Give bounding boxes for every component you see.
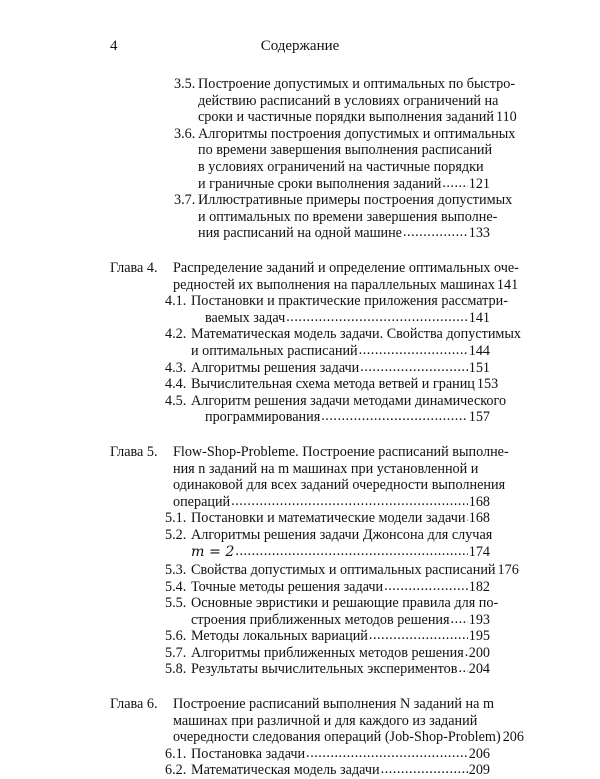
dot-leader bbox=[467, 509, 468, 526]
entry-page: 133 bbox=[468, 225, 490, 242]
entry-title-line: Алгоритмы решения задачи bbox=[191, 359, 360, 376]
toc-chapter-4[interactable] bbox=[0, 260, 600, 293]
entry-page: 157 bbox=[468, 409, 490, 426]
dot-leader bbox=[381, 761, 468, 778]
entry-title-line: и граничные сроки выполнения заданий bbox=[198, 175, 442, 192]
entry-title-line: сроки и частичные порядки выполнения заданий bbox=[198, 109, 494, 126]
entry-page: 168 bbox=[468, 510, 490, 527]
entry-title-line: Методы локальных вариаций bbox=[191, 628, 368, 645]
toc-entry-5-5[interactable] bbox=[0, 595, 600, 628]
toc-entry-4-3[interactable] bbox=[0, 360, 600, 377]
entry-title-line: Алгоритмы приближенных методов решения bbox=[191, 644, 464, 661]
entry-number: 4.1. bbox=[165, 293, 187, 310]
entry-title-line: Построение допустимых и оптимальных по быстро- bbox=[198, 76, 516, 92]
entry-title-line: Математическая модель задачи. Свойства допустимых bbox=[191, 326, 522, 343]
entry-title-line: Точные методы решения задачи bbox=[191, 578, 384, 595]
entry-title-line: Flow-Shop-Probleme. Построение расписаний выполне- bbox=[173, 443, 509, 460]
entry-page: 110 bbox=[496, 109, 517, 126]
running-title: Содержание bbox=[260, 38, 340, 54]
dot-leader bbox=[458, 660, 467, 677]
entry-page: 200 bbox=[468, 644, 490, 661]
entry-page: 141 bbox=[496, 276, 519, 293]
entry-title-line: ваемых задач bbox=[205, 309, 286, 326]
entry-title-line: ния расписаний на одной машине bbox=[198, 225, 402, 242]
entry-title-line: одинаковой для всех заданий очередности выполнения bbox=[173, 477, 506, 494]
dot-leader bbox=[403, 224, 468, 241]
toc-entry-5-4[interactable] bbox=[0, 579, 600, 596]
entry-number: 6.1. bbox=[165, 745, 187, 762]
entry-number: 3.5. bbox=[174, 76, 196, 92]
toc-entry-6-1[interactable] bbox=[0, 746, 600, 763]
toc-entry-5-8[interactable] bbox=[0, 661, 600, 678]
entry-title-line: и оптимальных по времени завершения выполне- bbox=[198, 208, 498, 225]
entry-number: 3.6. bbox=[174, 125, 196, 142]
entry-title-line: по времени завершения выполнения расписаний bbox=[198, 142, 493, 159]
entry-title-line: Распределение заданий и определение оптимальных оче- bbox=[173, 259, 519, 276]
entry-title-line: Свойства допустимых и оптимальных расписаний bbox=[191, 561, 496, 578]
entry-title-line: Алгоритмы решения задачи Джонсона для случая bbox=[191, 526, 493, 543]
dot-leader bbox=[306, 745, 468, 762]
dot-leader bbox=[384, 578, 468, 595]
dot-leader bbox=[286, 309, 467, 326]
entry-page: 204 bbox=[468, 661, 490, 678]
entry-title-line: машинах при различной и для каждого из заданий bbox=[173, 712, 478, 729]
entry-number: 4.4. bbox=[165, 376, 187, 393]
entry-number: 6.2. bbox=[165, 762, 187, 779]
entry-title-line: действию расписаний в условиях ограничений на bbox=[198, 92, 499, 109]
entry-page: 182 bbox=[468, 578, 490, 595]
entry-number: 4.5. bbox=[165, 392, 187, 409]
entry-title-line: строения приближенных методов решения bbox=[191, 611, 450, 628]
entry-title-line: Постановки и практические приложения рассматри- bbox=[191, 293, 508, 310]
entry-title-line: Иллюстративные примеры построения допустимых bbox=[198, 192, 513, 209]
toc-chapter-5[interactable] bbox=[0, 444, 600, 510]
entry-page: 193 bbox=[468, 611, 490, 628]
entry-title-line: Основные эвристики и решающие правила для по- bbox=[191, 595, 499, 612]
entry-page: 206 bbox=[502, 729, 524, 746]
entry-number: 4.2. bbox=[165, 326, 187, 343]
entry-number: 5.2. bbox=[165, 526, 187, 543]
toc-entry-5-3[interactable] bbox=[0, 562, 600, 579]
entry-page: 174 bbox=[468, 543, 490, 560]
entry-title-line: ния n заданий на m машинах при установленной и bbox=[173, 460, 479, 477]
toc-entry-6-2[interactable] bbox=[0, 762, 600, 779]
dot-leader bbox=[321, 408, 467, 425]
entry-number: 5.8. bbox=[165, 661, 187, 678]
toc-entry-5-2[interactable] bbox=[0, 527, 600, 562]
entry-number: 3.7. bbox=[174, 192, 196, 209]
toc-entry-5-7[interactable] bbox=[0, 645, 600, 662]
dot-leader bbox=[369, 627, 468, 644]
entry-page: 195 bbox=[468, 628, 490, 645]
entry-title-line: Построение расписаний выполнения N заданий на m bbox=[173, 696, 494, 713]
entry-title-line: очередности следования операций (Job-Shop-Problem) bbox=[173, 729, 501, 746]
entry-page: 121 bbox=[468, 175, 490, 192]
dot-leader bbox=[359, 342, 468, 359]
toc-entry-5-1[interactable] bbox=[0, 510, 600, 527]
chapter-number: Глава 6. bbox=[110, 696, 158, 713]
toc-entry-4-4[interactable] bbox=[0, 376, 600, 393]
entry-page: 144 bbox=[468, 342, 490, 359]
page-header bbox=[0, 38, 600, 58]
entry-title-line: редностей их выполнения на параллельных машинах bbox=[173, 276, 495, 293]
entry-title-line: программирования bbox=[205, 409, 321, 426]
entry-number: 5.1. bbox=[165, 510, 187, 527]
entry-number: 5.4. bbox=[165, 578, 187, 595]
dot-leader bbox=[465, 644, 468, 661]
entry-number: 4.3. bbox=[165, 359, 187, 376]
entry-title-line: Алгоритм решения задачи методами динамического bbox=[191, 392, 507, 409]
toc-entry-3-7[interactable] bbox=[0, 192, 600, 242]
toc-entry-4-2[interactable] bbox=[0, 326, 600, 359]
entry-title-line: Постановки и математические модели задачи bbox=[191, 510, 466, 527]
dot-leader bbox=[451, 611, 468, 628]
entry-number: 5.5. bbox=[165, 595, 187, 612]
entry-page: 206 bbox=[468, 745, 490, 762]
entry-number: 5.3. bbox=[165, 561, 187, 578]
toc-entry-5-6[interactable] bbox=[0, 628, 600, 645]
dot-leader bbox=[231, 493, 468, 510]
entry-title-line: Вычислительная схема метода ветвей и границ bbox=[191, 376, 475, 393]
entry-number: 5.7. bbox=[165, 644, 187, 661]
chapter-number: Глава 4. bbox=[110, 259, 158, 276]
entry-page: 151 bbox=[468, 359, 490, 376]
formula-m-equals-2: m = 2 bbox=[191, 543, 235, 560]
entry-page: 153 bbox=[476, 376, 499, 393]
entry-title-line: операций bbox=[173, 493, 231, 510]
entry-title-line: в условиях ограничений на частичные порядки bbox=[198, 158, 484, 175]
entry-page: 176 bbox=[497, 561, 519, 578]
entry-title-line: Алгоритмы построения допустимых и оптимальных bbox=[198, 125, 516, 142]
toc-entry-3-5[interactable] bbox=[0, 76, 600, 126]
table-of-contents bbox=[0, 76, 600, 779]
entry-page: 168 bbox=[468, 493, 490, 510]
entry-title-line: Математическая модель задачи bbox=[191, 762, 380, 779]
entry-page: 141 bbox=[468, 309, 490, 326]
entry-title-line: Результаты вычислительных экспериментов bbox=[191, 661, 458, 678]
dot-leader bbox=[360, 359, 467, 376]
toc-chapter-6[interactable] bbox=[0, 696, 600, 746]
toc-entry-4-1[interactable] bbox=[0, 293, 600, 326]
entry-title-line: и оптимальных расписаний bbox=[191, 342, 358, 359]
dot-leader bbox=[235, 543, 467, 560]
dot-leader bbox=[442, 175, 467, 192]
entry-number: 5.6. bbox=[165, 628, 187, 645]
chapter-number: Глава 5. bbox=[110, 443, 158, 460]
toc-entry-4-5[interactable] bbox=[0, 393, 600, 426]
entry-page: 209 bbox=[468, 762, 490, 779]
page-number: 4 bbox=[110, 38, 118, 54]
entry-title-line: Постановка задачи bbox=[191, 745, 306, 762]
toc-entry-3-6[interactable] bbox=[0, 126, 600, 192]
